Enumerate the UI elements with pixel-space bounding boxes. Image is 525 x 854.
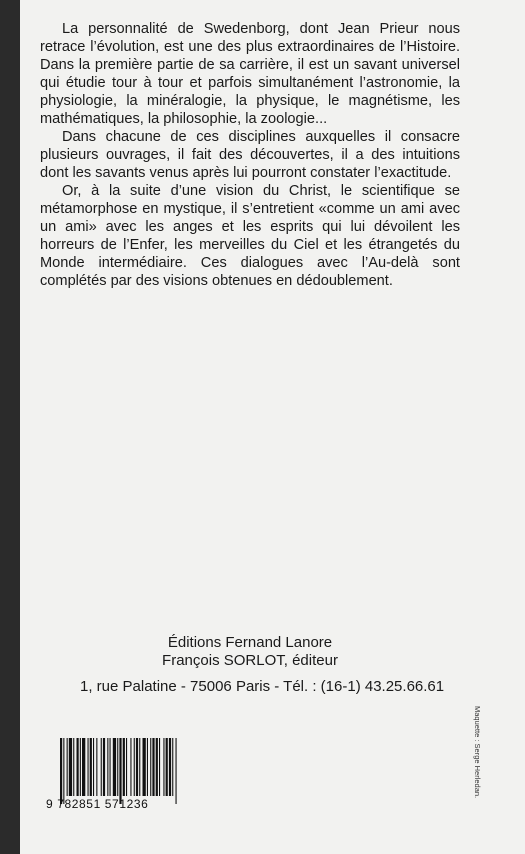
- barcode-bar: [110, 738, 111, 796]
- barcode-bar: [63, 738, 64, 804]
- barcode-bar: [150, 738, 151, 796]
- barcode-bar: [123, 738, 125, 796]
- barcode-bar: [96, 738, 97, 796]
- barcode-bar: [134, 738, 135, 796]
- blurb-paragraph-1: La personnalité de Swedenborg, dont Jean Prieur nous retrace l’évolution, est une des plus extraordinaires de l’Histoire. Dans la première partie de sa carrière, il est un savant universel qui étudie tour à tour et parfois simultanément l’astronomie, la physiologie, la minéralogie, la physique, le magnétisme, les mathématiques, la philosophie, la zoologie...: [40, 21, 460, 127]
- design-credit: Maquette : Serge Herledan.: [473, 706, 482, 799]
- barcode-bar: [77, 738, 79, 796]
- barcode-bar: [163, 738, 164, 796]
- barcode-bar: [93, 738, 94, 796]
- barcode-bar: [82, 738, 85, 796]
- barcode-bar: [152, 738, 154, 796]
- barcode-bar: [130, 738, 131, 796]
- barcode-bar: [69, 738, 72, 796]
- barcode-bar: [176, 738, 177, 804]
- barcode-bar: [80, 738, 81, 796]
- barcode-bar: [159, 738, 160, 796]
- barcode-bar: [60, 738, 62, 804]
- barcode-bar: [166, 738, 168, 796]
- publisher-name: Éditions Fernand Lanore: [167, 634, 333, 651]
- barcode-bar: [147, 738, 148, 796]
- barcode-bar: [156, 738, 158, 796]
- barcode-bar: [103, 738, 105, 796]
- barcode-bar: [88, 738, 89, 796]
- barcode-bar: [107, 738, 108, 796]
- barcode-bar: [119, 738, 121, 804]
- barcode-bar: [73, 738, 74, 796]
- barcode-bar: [143, 738, 146, 796]
- barcode-bar: [136, 738, 138, 796]
- barcode-bar: [139, 738, 140, 796]
- barcode-digits: 9 782851 571236: [46, 797, 149, 811]
- blurb-paragraph-2: Dans chacune de ces disciplines auxquelles il consacre plusieurs ouvrages, il fait des découvertes, il a des intuitions dont les savants venus après lui pourront constater l’exactitude.: [40, 129, 460, 181]
- blurb-text: [40, 20, 460, 290]
- barcode-bar: [117, 738, 118, 796]
- publisher-block: [40, 634, 460, 670]
- barcode-bar: [169, 738, 171, 796]
- publisher-editor: François SORLOT, éditeur: [162, 652, 338, 669]
- publisher-address: 1, rue Palatine - 75006 Paris - Tél. : (16-1) 43.25.66.61: [80, 678, 445, 695]
- barcode-bar: [90, 738, 92, 796]
- barcode-bar: [126, 738, 127, 796]
- barcode-bar: [113, 738, 116, 796]
- barcode-bar: [67, 738, 68, 796]
- blurb-paragraph-3: Or, à la suite d’une vision du Christ, le scientifique se métamorphose en mystique, il s’entretient «comme un ami avec un ami» avec les anges et les esprits qui lui dévoilent les horreurs de l’Enfer, les merveilles du Ciel et les étrangetés du Monde intermédiaire. Ces dialogues avec l’Au-delà sont complétés par des visions obtenues en dédoublement.: [40, 183, 460, 289]
- barcode-bar: [172, 738, 173, 796]
- barcode-bar: [101, 738, 102, 796]
